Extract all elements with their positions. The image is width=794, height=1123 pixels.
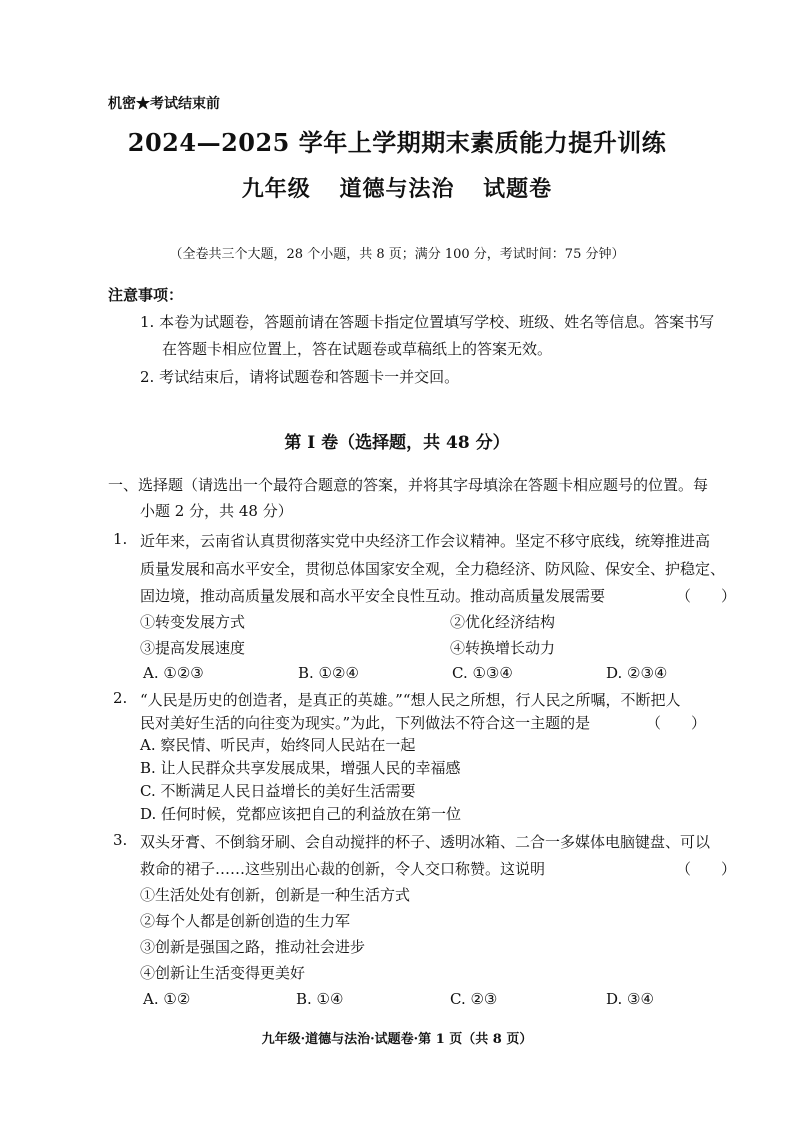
question-1-option-1: ①转变发展方式 [140,613,246,631]
attention-item-1-line-2: 在答题卡相应位置上，答在试题卷或草稿纸上的答案无效。 [162,340,553,358]
question-3-answer-blank: （ ） [676,860,737,878]
question-3-stem-line-1: 双头牙膏、不倒翁牙刷、会自动搅拌的杯子、透明冰箱、二合一多媒体电脑键盘、可以 [140,833,711,851]
question-2-choice-b: B. 让人民群众共享发展成果，增强人民的幸福感 [140,759,461,777]
question-1-option-3: ③提高发展速度 [140,639,246,657]
question-1-choice-b: B. ①②④ [298,664,359,682]
question-1-choice-c: C. ①③④ [452,664,513,682]
question-3-option-3: ③创新是强国之路，推动社会进步 [140,938,366,956]
attention-heading: 注意事项： [108,286,184,304]
exam-subtitle [0,172,794,203]
section-instruction-line-1: 一、选择题（请选出一个最符合题意的答案，并将其字母填涂在答题卡相应题号的位置。每 [108,476,709,494]
question-3-choice-d: D. ③④ [606,990,654,1008]
page-footer: 九年级·道德与法治·试题卷·第 1 页（共 8 页） [261,1032,533,1047]
question-1-option-2: ②优化经济结构 [450,613,556,631]
question-2-choice-c: C. 不断满足人民日益增长的美好生活需要 [140,782,416,800]
question-2-choice-d: D. 任何时候，党都应该把自己的利益放在第一位 [140,805,462,823]
question-1-choice-d: D. ②③④ [606,664,668,682]
question-2-choice-a: A. 察民情、听民声，始终同人民站在一起 [140,736,416,754]
question-1-stem-line-3: 固边境，推动高质量发展和高水平安全良性互动。推动高质量发展需要 [140,587,606,605]
grade-label: 九年级 [241,176,311,202]
question-1-answer-blank: （ ） [676,587,737,605]
question-2-number: 2. [113,689,128,707]
question-1-stem-line-1: 近年来，云南省认真贯彻落实党中央经济工作会议精神。坚定不移守底线，统筹推进高 [140,532,711,550]
question-1-choice-a: A. ①②③ [143,664,204,682]
attention-item-2: 2. 考试结束后，请将试题卷和答题卡一并交回。 [140,368,460,386]
question-2-answer-blank: （ ） [646,714,707,732]
question-3-choice-a: A. ①② [143,990,191,1008]
paper-type-label: 试题卷 [483,176,553,202]
subject-label: 道德与法治 [339,176,455,202]
question-3-choice-c: C. ②③ [450,990,498,1008]
section-instruction-line-2: 小题 2 分，共 48 分） [140,502,293,520]
question-1-number: 1. [113,530,128,548]
question-2-stem-line-2: 民对美好生活的向往变为现实。”为此，下列做法不符合这一主题的是 [140,714,591,732]
question-3-option-1: ①生活处处有创新，创新是一种生活方式 [140,886,411,904]
exam-title: 2024—2025 学年上学期期末素质能力提升训练 [127,128,667,157]
question-1-stem-line-2: 质量发展和高水平安全，贯彻总体国家安全观，全力稳经济、防风险、保安全、护稳定、 [140,560,726,578]
question-3-stem-line-2: 救命的裙子……这些别出心裁的创新，令人交口称赞。这说明 [140,860,546,878]
question-1-option-4: ④转换增长动力 [450,639,556,657]
question-3-option-2: ②每个人都是创新创造的生力军 [140,912,351,930]
confidential-mark: 机密★考试结束前 [108,96,220,112]
section-title: 第 I 卷（选择题，共 48 分） [284,433,510,453]
exam-info-note: （全卷共三个大题，28 个小题，共 8 页；满分 100 分，考试时间：75 分钟） [169,247,625,262]
attention-item-1-line-1: 1. 本卷为试题卷，答题前请在答题卡指定位置填写学校、班级、姓名等信息。答案书写 [140,313,715,331]
question-3-option-4: ④创新让生活变得更美好 [140,964,306,982]
question-3-choice-b: B. ①④ [296,990,344,1008]
question-3-number: 3. [113,831,128,849]
question-2-stem-line-1: “人民是历史的创造者，是真正的英雄。”“想人民之所想，行人民之所嘱，不断把人 [140,691,681,709]
